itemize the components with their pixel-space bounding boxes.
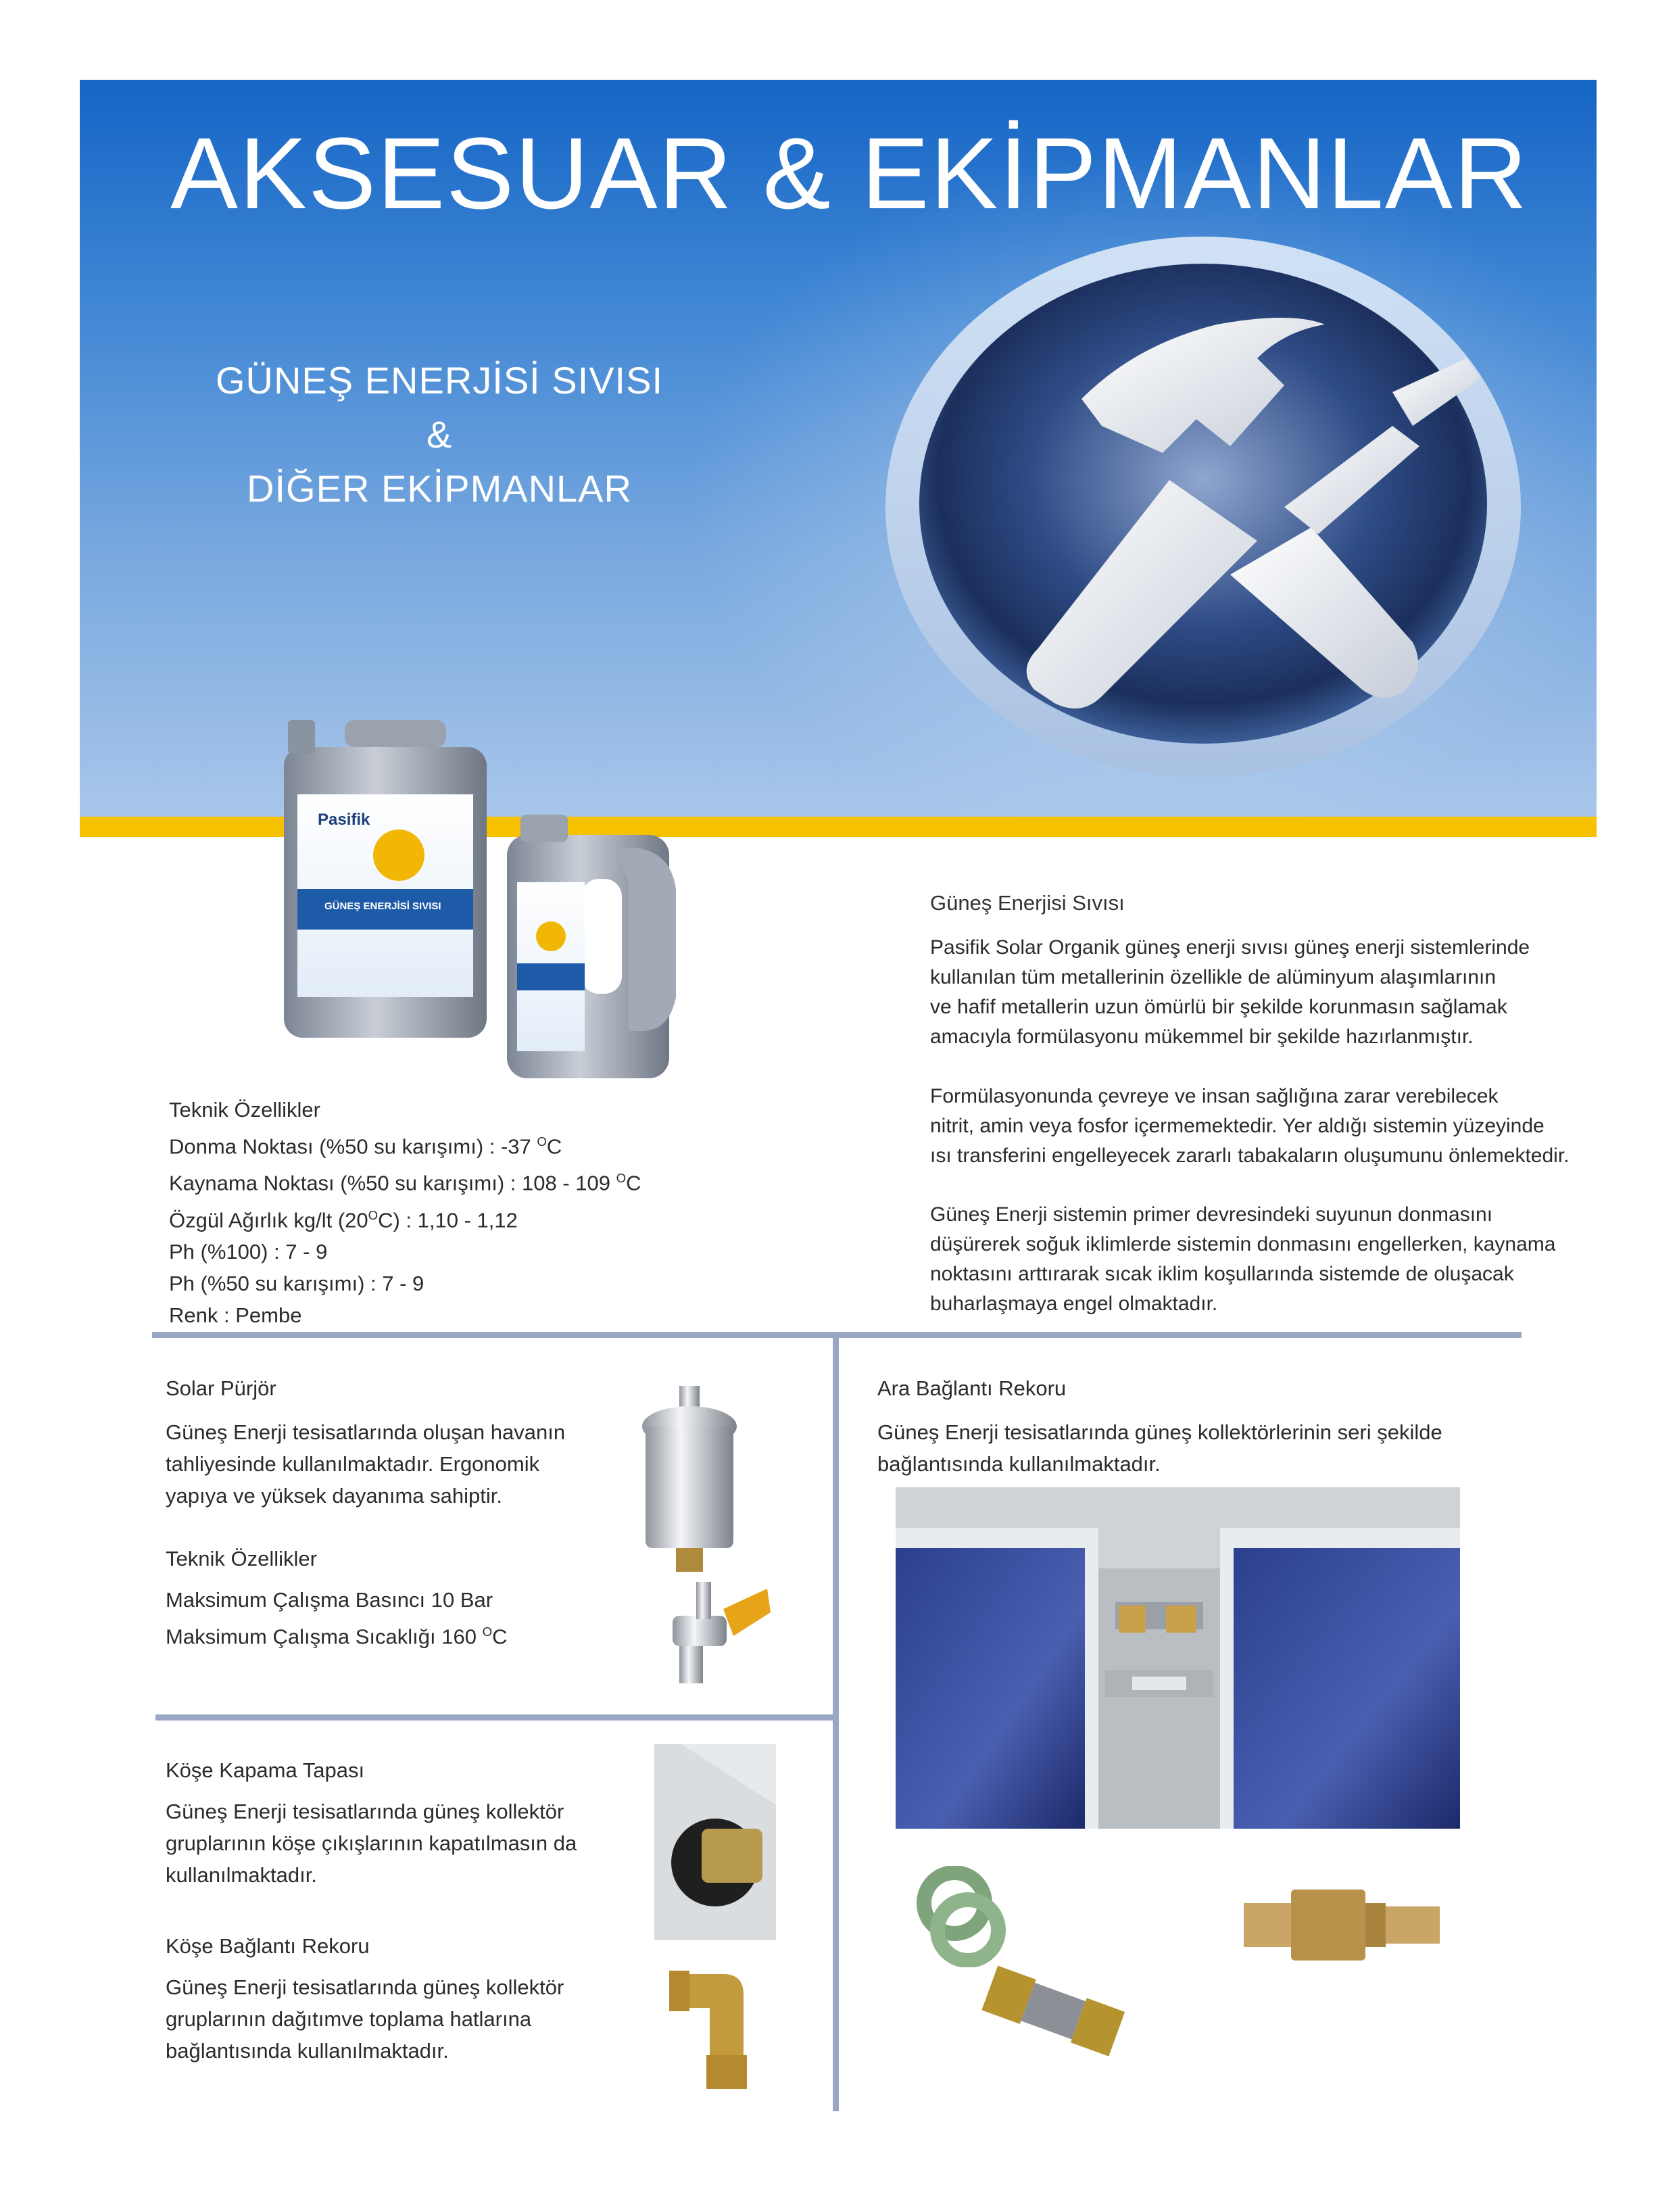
degree-mark: O bbox=[482, 1625, 493, 1639]
spec-color: Renk : Pembe bbox=[169, 1303, 302, 1327]
text-line: Güneş Enerji tesisatlarında güneş kollektör bbox=[166, 1800, 564, 1823]
tech-specs-heading: Teknik Özellikler bbox=[169, 1098, 320, 1122]
text-line: ve hafif metallerin uzun ömürlü bir şekilde korunmasın sağlamak bbox=[930, 996, 1507, 1018]
purjor-max-temp bbox=[166, 1616, 565, 1652]
text-line: buharlaşmaya engel olmaktadır. bbox=[930, 1293, 1218, 1315]
text-line: kullanılan tüm metallerinin özellikle de alüminyum alaşımlarının bbox=[930, 966, 1497, 988]
ball-valve-image bbox=[659, 1575, 774, 1690]
degree-mark: O bbox=[616, 1171, 627, 1186]
spec-ph-100: Ph (%100) : 7 - 9 bbox=[169, 1239, 328, 1264]
text-line: ısı transferini engelleyecek zararlı tabakaların oluşumunu önlemektedir. bbox=[930, 1145, 1570, 1167]
degree-mark: O bbox=[368, 1207, 379, 1222]
purjor-block bbox=[166, 1372, 565, 1652]
purjor-specs-heading: Teknik Özellikler bbox=[166, 1547, 317, 1570]
solar-fluid-para-3 bbox=[930, 1200, 1555, 1319]
corner-plug-image bbox=[654, 1744, 776, 1940]
spec-density-text-b: C) : 1,10 - 1,12 bbox=[378, 1207, 518, 1232]
text-line: tahliyesinde kullanılmaktadır. Ergonomik bbox=[166, 1452, 540, 1476]
spec-freeze-point bbox=[169, 1126, 641, 1162]
spec-boil-text: Kaynama Noktası (%50 su karışımı) : 108 - 109 bbox=[169, 1171, 610, 1195]
unit-c: C bbox=[626, 1171, 641, 1195]
subtitle-line-2: & bbox=[426, 413, 453, 456]
subtitle-line-1: GÜNEŞ ENERJİSİ SIVISI bbox=[215, 359, 664, 402]
collector-connection-photo bbox=[896, 1487, 1460, 1829]
text-line: Güneş Enerji tesisatlarında oluşan havanın bbox=[166, 1420, 566, 1444]
kose-baglanti-heading: Köşe Bağlantı Rekoru bbox=[166, 1934, 370, 1958]
kose-kapama-block bbox=[166, 1754, 577, 1891]
purjor-max-temp-text: Maksimum Çalışma Sıcaklığı 160 bbox=[166, 1625, 477, 1649]
spec-boil-point bbox=[169, 1162, 641, 1199]
degree-mark: O bbox=[537, 1134, 547, 1149]
solar-fluid-para-1 bbox=[930, 933, 1530, 1052]
text-line: Güneş Enerji tesisatlarında güneş kollektörlerinin seri şekilde bbox=[877, 1420, 1442, 1444]
canister-product-label: GÜNEŞ ENERJİSİ SIVISI bbox=[324, 900, 441, 912]
spec-density bbox=[169, 1199, 641, 1236]
spec-density-text-a: Özgül Ağırlık kg/lt (20 bbox=[169, 1207, 368, 1232]
text-line: kullanılmaktadır. bbox=[166, 1863, 317, 1887]
text-line: yapıya ve yüksek dayanıma sahiptir. bbox=[166, 1484, 502, 1508]
purjor-max-pressure: Maksimum Çalışma Basıncı 10 Bar bbox=[166, 1588, 493, 1612]
text-line: gruplarının köşe çıkışlarının kapatılmasın da bbox=[166, 1831, 577, 1855]
air-vent-image bbox=[632, 1379, 754, 1575]
spec-freeze-text: Donma Noktası (%50 su karışımı) : -37 bbox=[169, 1134, 531, 1159]
purjor-heading: Solar Pürjör bbox=[166, 1376, 276, 1400]
text-line: düşürerek soğuk iklimlerde sistemin donmasını engellerken, kaynama bbox=[930, 1233, 1556, 1255]
canister-brand-label: Pasifik bbox=[318, 811, 370, 829]
text-line: bağlantısında kullanılmaktadır. bbox=[166, 2039, 449, 2063]
tech-specs-block bbox=[169, 1094, 641, 1331]
text-line: amacıyla formülasyonu mükemmel bir şekilde hazırlanmıştır. bbox=[930, 1026, 1474, 1048]
kose-kapama-heading: Köşe Kapama Tapası bbox=[166, 1758, 365, 1782]
text-line: bağlantısında kullanılmaktadır. bbox=[877, 1452, 1161, 1476]
text-line: nitrit, amin veya fosfor içermemektedir. Yer aldığı sistemin yüzeyinde bbox=[930, 1115, 1545, 1137]
text-line: Formülasyonunda çevreye ve insan sağlığına zarar verebilecek bbox=[930, 1085, 1499, 1107]
union-fitting-image bbox=[1244, 1883, 1447, 1967]
elbow-fitting-image bbox=[662, 1961, 757, 2096]
text-line: Güneş Enerji tesisatlarında güneş kollektör bbox=[166, 1975, 564, 1999]
solar-fluid-para-2 bbox=[930, 1082, 1570, 1171]
divider-vertical bbox=[833, 1335, 839, 2111]
unit-c: C bbox=[492, 1625, 508, 1649]
text-line: gruplarının dağıtımve toplama hatlarına bbox=[166, 2007, 532, 2031]
double-nipple-fitting-image bbox=[973, 1947, 1136, 2069]
subtitle-line-3: DİĞER EKİPMANLAR bbox=[247, 467, 632, 510]
page-title: AKSESUAR & EKİPMANLAR bbox=[170, 116, 1529, 230]
ara-baglanti-block bbox=[877, 1372, 1442, 1480]
text-line: Güneş Enerji sistemin primer devresindeki suyunun donmasını bbox=[930, 1203, 1493, 1226]
solar-fluid-canisters-image bbox=[264, 713, 696, 1092]
solar-fluid-heading: Güneş Enerjisi Sıvısı bbox=[930, 891, 1125, 915]
divider-horizontal-left bbox=[155, 1714, 835, 1721]
text-line: noktasını arttırarak sıcak iklim koşullarında sistemde de oluşacak bbox=[930, 1263, 1514, 1285]
spec-ph-50: Ph (%50 su karışımı) : 7 - 9 bbox=[169, 1271, 424, 1295]
kose-baglanti-block bbox=[166, 1930, 564, 2067]
unit-c: C bbox=[546, 1134, 562, 1159]
tools-emblem-icon bbox=[879, 223, 1528, 791]
ara-baglanti-heading: Ara Bağlantı Rekoru bbox=[877, 1376, 1067, 1400]
text-line: Pasifik Solar Organik güneş enerji sıvısı güneş enerji sistemlerinde bbox=[930, 936, 1530, 959]
